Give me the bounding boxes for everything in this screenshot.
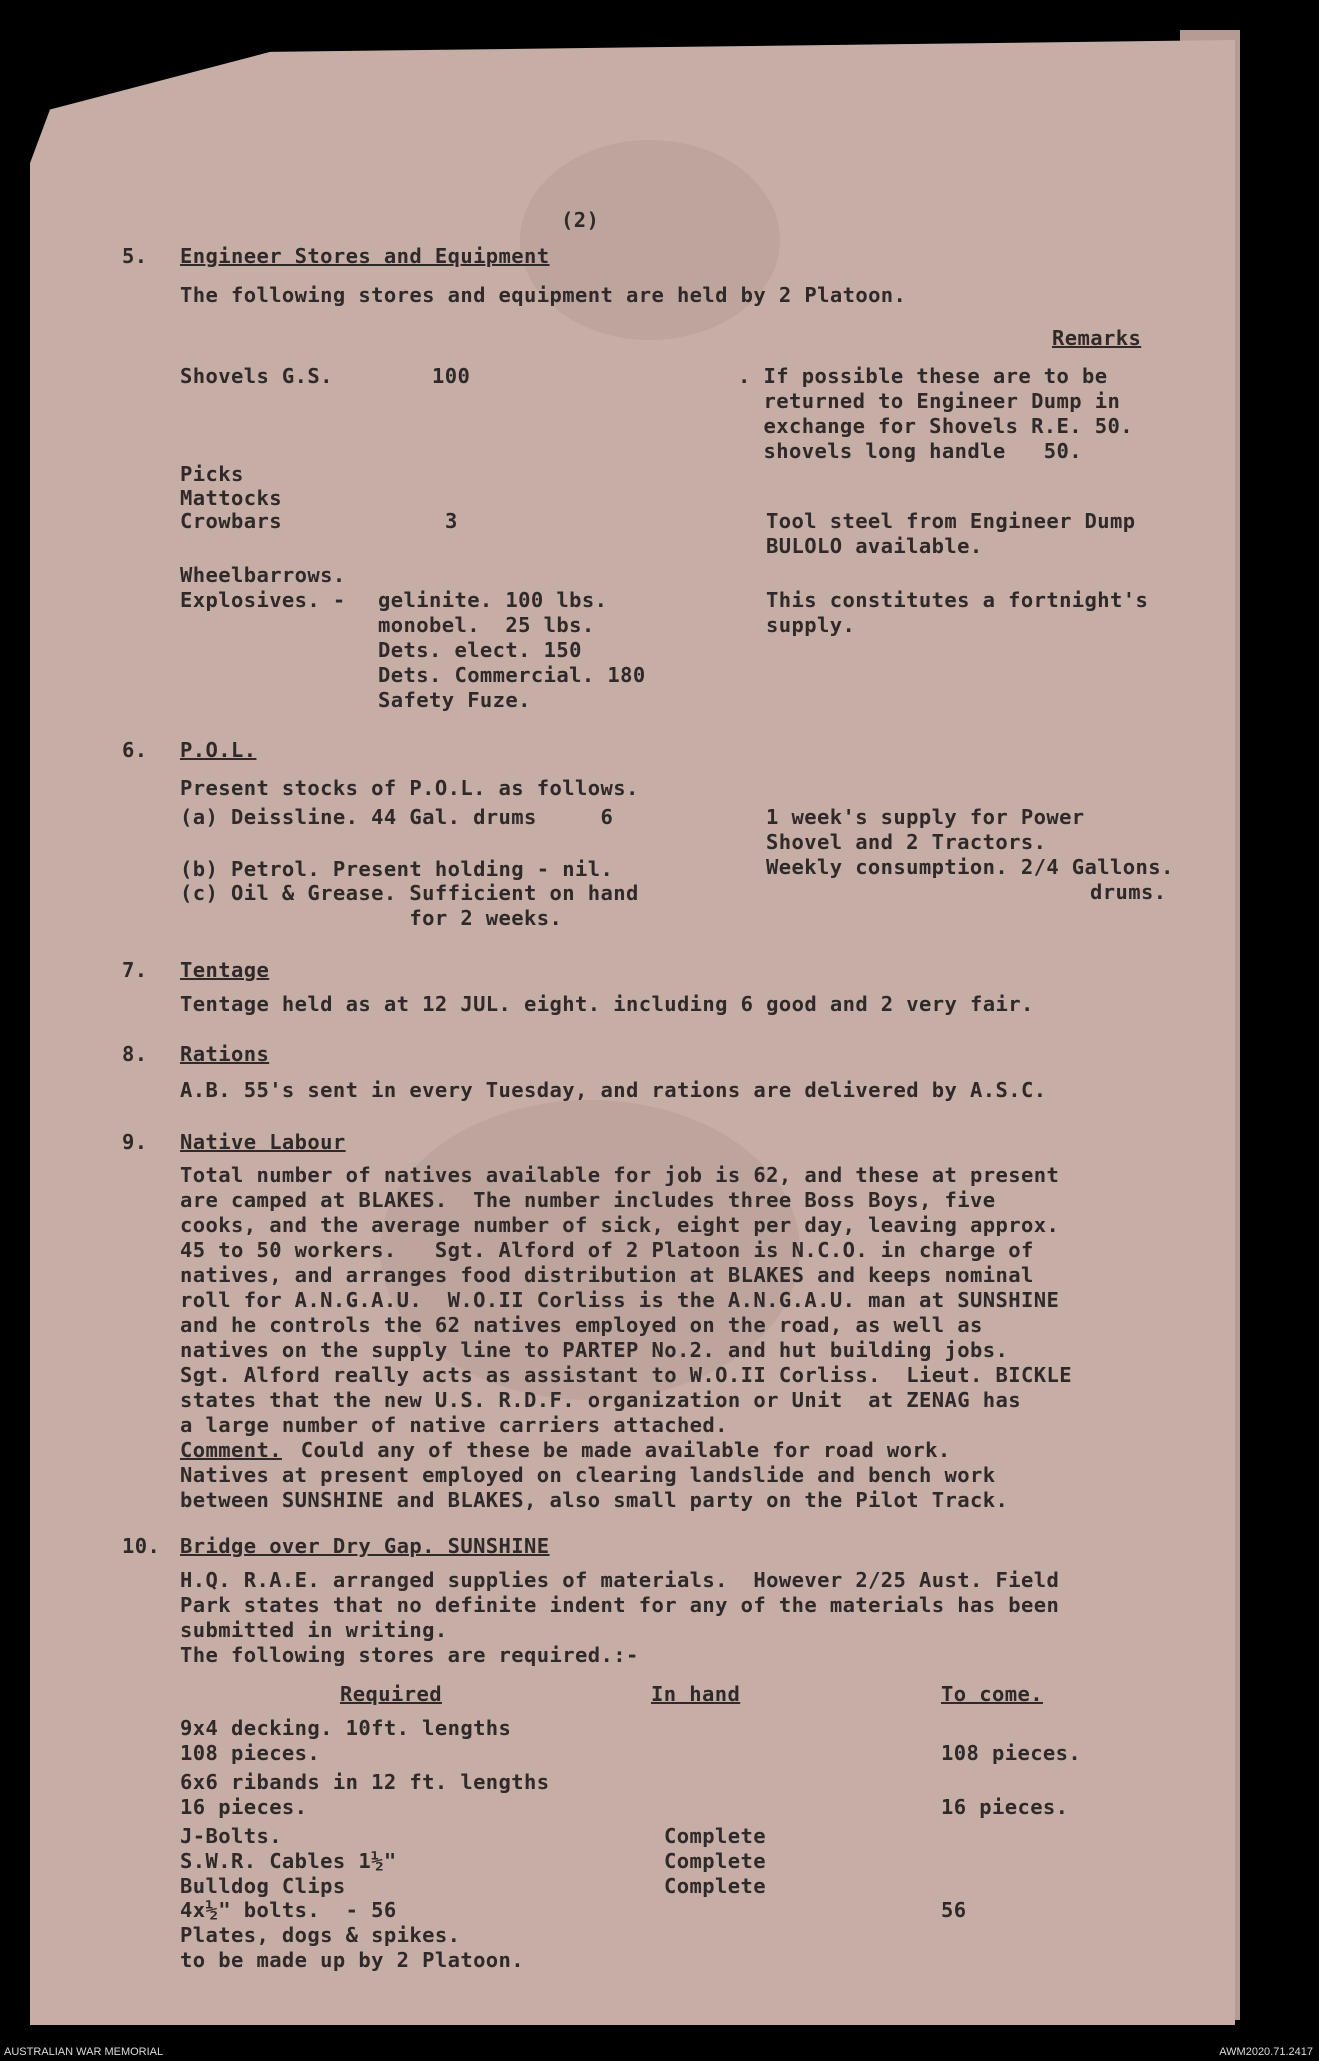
- footer-right: AWM2020.71.2417: [1219, 2046, 1313, 2058]
- item-label: Shovels G.S.: [180, 364, 333, 388]
- required-item: J-Bolts. S.W.R. Cables 1½" Bulldog Clips: [180, 1824, 397, 1898]
- section-title: Rations: [180, 1042, 270, 1066]
- item-remark: Tool steel from Engineer Dump BULOLO available.: [766, 509, 1136, 558]
- required-item: 6x6 ribands in 12 ft. lengths 16 pieces.: [180, 1770, 550, 1819]
- section-number: 7.: [122, 958, 148, 982]
- section-number: 10.: [122, 1534, 161, 1558]
- pol-item: (b) Petrol. Present holding - nil.: [180, 857, 614, 881]
- item-remark: 1 week's supply for Power Shovel and 2 Tractors. Weekly consumption. 2/4 Gallons.: [766, 805, 1174, 879]
- item-remark: This constitutes a fortnight's supply.: [766, 588, 1149, 637]
- item-remark: drums.: [1090, 880, 1167, 904]
- column-header-to-come: To come.: [941, 1682, 1043, 1706]
- to-come-item: 16 pieces.: [941, 1795, 1069, 1819]
- item-quantity: 100: [432, 364, 471, 388]
- section-number: 6.: [122, 738, 148, 762]
- in-hand-item: Complete Complete Complete: [664, 1824, 766, 1898]
- explosives-list: gelinite. 100 lbs. monobel. 25 lbs. Dets. elect. 150 Dets. Commercial. 180 Safety Fuze.: [378, 588, 646, 712]
- section-text: Present stocks of P.O.L. as follows.: [180, 776, 639, 800]
- section-title: P.O.L.: [180, 738, 257, 762]
- item-label: Wheelbarrows.: [180, 563, 346, 587]
- section-title: Bridge over Dry Gap. SUNSHINE: [180, 1534, 550, 1558]
- section-number: 8.: [122, 1042, 148, 1066]
- section-number: 9.: [122, 1130, 148, 1154]
- remarks-header: Remarks: [1052, 326, 1142, 350]
- item-label: Crowbars: [180, 509, 282, 533]
- comment-label: Comment.: [180, 1438, 282, 1462]
- section-title: Tentage: [180, 958, 270, 982]
- section-text: The following stores and equipment are held by 2 Platoon.: [180, 283, 907, 307]
- item-quantity: 3: [445, 509, 458, 533]
- required-item: 9x4 decking. 10ft. lengths 108 pieces.: [180, 1716, 512, 1765]
- comment-text: Could any of these be made available for road work. Natives at present employed on clearing landslide and bench work between SUNSHINE and BLAKES, also small party on the Pilot Track.: [180, 1438, 1009, 1512]
- item-remark: . If possible these are to be returned to Engineer Dump in exchange for Shovels R.E. 50. shovels long handle 50.: [738, 364, 1134, 463]
- pol-item: (a) Deissline. 44 Gal. drums 6: [180, 805, 614, 829]
- column-header-required: Required: [340, 1682, 442, 1706]
- pol-item: (c) Oil & Grease. Sufficient on hand for 2 weeks.: [180, 881, 639, 930]
- section-text: A.B. 55's sent in every Tuesday, and rations are delivered by A.S.C.: [180, 1078, 1047, 1102]
- section-text: H.Q. R.A.E. arranged supplies of materials. However 2/25 Aust. Field Park states that no definite indent for any of the materials has been submitted in writing. The following stores are required.:-: [180, 1568, 1060, 1667]
- section-title: Native Labour: [180, 1130, 346, 1154]
- section-title: Engineer Stores and Equipment: [180, 244, 550, 268]
- footer-left: AUSTRALIAN WAR MEMORIAL: [4, 2046, 164, 2058]
- item-label: Mattocks: [180, 486, 282, 510]
- section-text: Total number of natives available for job is 62, and these at present are camped at BLAKES. The number includes three Boss Boys, five cooks, and the average number of sick, eight per day, leaving approx. 45 to 50 workers. Sgt. Alford of 2 Platoon is N.C.O. in charge of natives, and arranges food distribution at BLAKES and keeps nominal roll for A.N.G.A.U. W.O.II Corliss is the A.N.G.A.U. man at SUNSHINE and he controls the 62 natives employed on the road, as well as natives on the supply line to PARTEP No.2. and hut building jobs. Sgt. Alford really acts as assistant to W.O.II Corliss. Lieut. BICKLE states that the new U.S. R.D.F. organization or Unit at ZENAG has a large number of native carriers attached.: [180, 1163, 1072, 1437]
- to-come-item: 56: [941, 1898, 967, 1922]
- to-come-item: 108 pieces.: [941, 1741, 1082, 1765]
- archive-footer: [0, 2043, 1319, 2061]
- section-text: Tentage held as at 12 JUL. eight. including 6 good and 2 very fair.: [180, 992, 1034, 1016]
- column-header-in-hand: In hand: [651, 1682, 741, 1706]
- item-label: Explosives. -: [180, 588, 346, 612]
- item-label: Picks: [180, 462, 244, 486]
- section-number: 5.: [122, 244, 148, 268]
- required-item: 4x½" bolts. - 56 Plates, dogs & spikes. to be made up by 2 Platoon.: [180, 1898, 525, 1972]
- paper-stain: [520, 140, 780, 340]
- page-number: (2): [561, 208, 600, 232]
